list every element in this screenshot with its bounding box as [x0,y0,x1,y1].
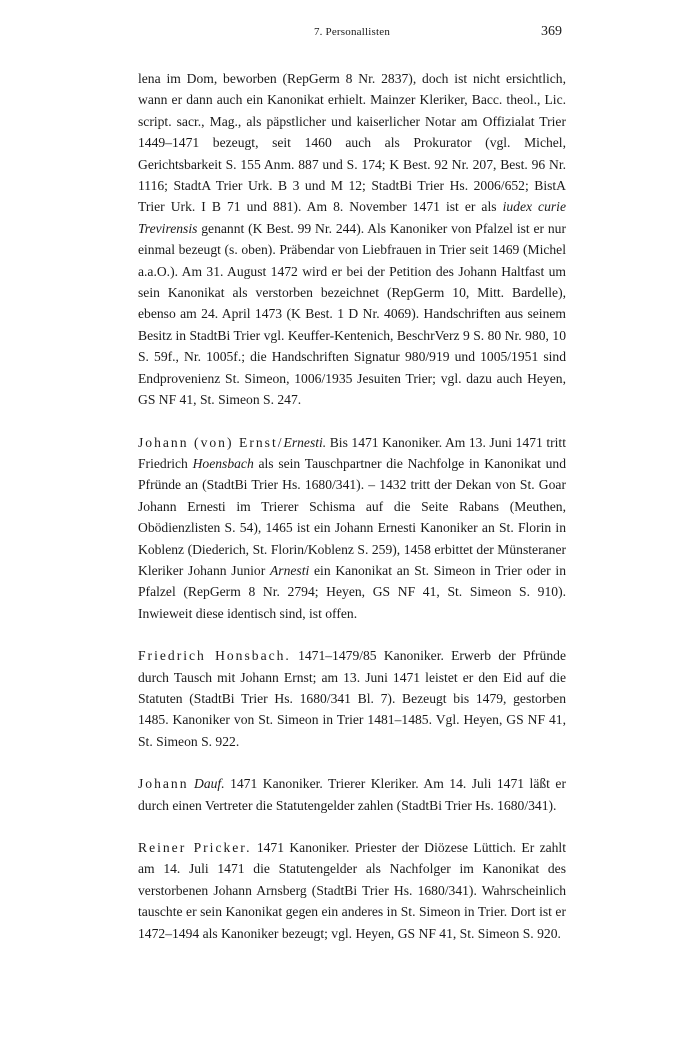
entry-text: Bis 1471 Kanoniker. Am 13. Juni 1471 tritt Friedrich [138,434,566,471]
entry-friedrich-honsbach [138,645,566,752]
entry-text: ein Kanonikat an St. Simeon in Trier oder in Pfalzel (RepGerm 8 Nr. 2794; Heyen, GS NF 41, St. Simeon S. 910). Inwieweit diese identisch sind, ist offen. [138,562,566,621]
body-text [138,68,566,944]
paragraph-continuation [138,68,566,411]
italic-term: iudex curie Trevirensis [138,199,566,236]
paragraph-text: lena im Dom, beworben (RepGerm 8 Nr. 2837), doch ist nicht ersichtlich, wann er dann auch ein Kanonikat erhielt. Mainzer Kleriker, Bacc. theol., Lic. script. sacr., Mag., als päpstlicher und kaiserlicher Notar am Offizialat Trier 1449–1471 bezeugt, seit 1460 auch als Prokurator (vgl. Michel, Gerichtsbarkeit S. 155 Anm. 887 und S. 174; K Best. 92 Nr. 207, Best. 96 Nr. 1116; StadtA Trier Urk. B 3 und M 12; StadtBi Trier Hs. 2006/652; BistA Trier Urk. I B 71 und 881). Am 8. November 1471 ist er als [138,71,566,215]
entry-johann-ernst [138,432,566,625]
italic-term: Hoensbach [192,455,254,471]
entry-text: 1471–1479/85 Kanoniker. Erwerb der Pfründe durch Tausch mit Johann Ernst; am 13. Juni 1471 leistet er den Eid auf die Statuten (StadtBi Trier Hs. 1680/341 Bl. 7). Bezeugt bis 1479, gestorben 1485. Kanoniker von St. Simeon in Trier 1481–1485. Vgl. Heyen, GS NF 41, St. Simeon S. 922. [138,648,566,749]
italic-term: Arnesti [270,562,310,578]
running-head: 7. Personallisten [313,26,391,38]
entry-name: Reiner Pricker. [138,840,252,855]
page-number: 369 [541,24,562,39]
entry-text: als sein Tauschpartner die Nachfolge in Kanonikat und Pfründe an (StadtBi Trier Hs. 1680/341). – 1432 tritt der Dekan von St. Goar Johann Ernesti im Trierer Schisma auf die Seite Rabans (Meuthen, Obödienzlisten S. 54), 1465 ist ein Johann Ernesti Kanoniker an St. Florin in Koblenz (Diederich, St. Florin/Koblenz S. 259), 1458 erbittet der Münsteraner Kleriker Johann Junior [138,455,567,578]
paragraph-text: genannt (K Best. 99 Nr. 244). Als Kanoniker von Pfalzel ist er nur einmal bezeugt (s. oben). Präbendar von Liebfrauen in Trier seit 1469 (Michel a.a.O.). Am 31. August 1472 wird er bei der Petition des Johann Haltfast um sein Kanonikat als verstorben bezeichnet (RepGerm 10, Mitt. Bardelle), ebenso am 24. April 1473 (K Best. 1 D Nr. 4069). Handschriften aus seinem Besitz in StadtBi Trier vgl. Keuffer-Kentenich, BeschrVerz 9 S. 80 Nr. 980, 10 S. 59f., Nr. 1005f.; die Handschriften Signatur 980/919 und 1005/1951 sind Endprovenienz St. Simeon, 1006/1935 Jesuiten Trier; vgl. dazu auch Heyen, GS NF 41, St. Simeon S. 247. [138,220,566,408]
entry-name: Johann [138,776,189,792]
entry-reiner-pricker [138,837,566,944]
entry-name-italic: Dauf. [194,776,225,792]
entry-text: 1471 Kanoniker. Trierer Kleriker. Am 14. Juli 1471 läßt er durch einen Vertreter die Statutengelder zahlen (StadtBi Trier Hs. 1680/341). [138,776,566,813]
entry-text: 1471 Kanoniker. Priester der Diözese Lüttich. Er zahlt am 14. Juli 1471 die Statutengelder als Nachfolger im Kanonikat des verstorbenen Johann Arnsberg (StadtBi Trier Hs. 1680/341). Wahrscheinlich tauschte er sein Kanonikat gegen ein anderes in St. Simeon in Trier. Dort ist er 1472–1494 als Kanoniker bezeugt; vgl. Heyen, GS NF 41, St. Simeon S. 920. [138,840,566,941]
entry-name: Friedrich Honsbach. [138,648,291,664]
entry-name: Johann (von) Ernst/ [138,434,284,450]
entry-name-italic: Ernesti. [283,434,327,450]
entry-johann-dauf [138,773,566,816]
